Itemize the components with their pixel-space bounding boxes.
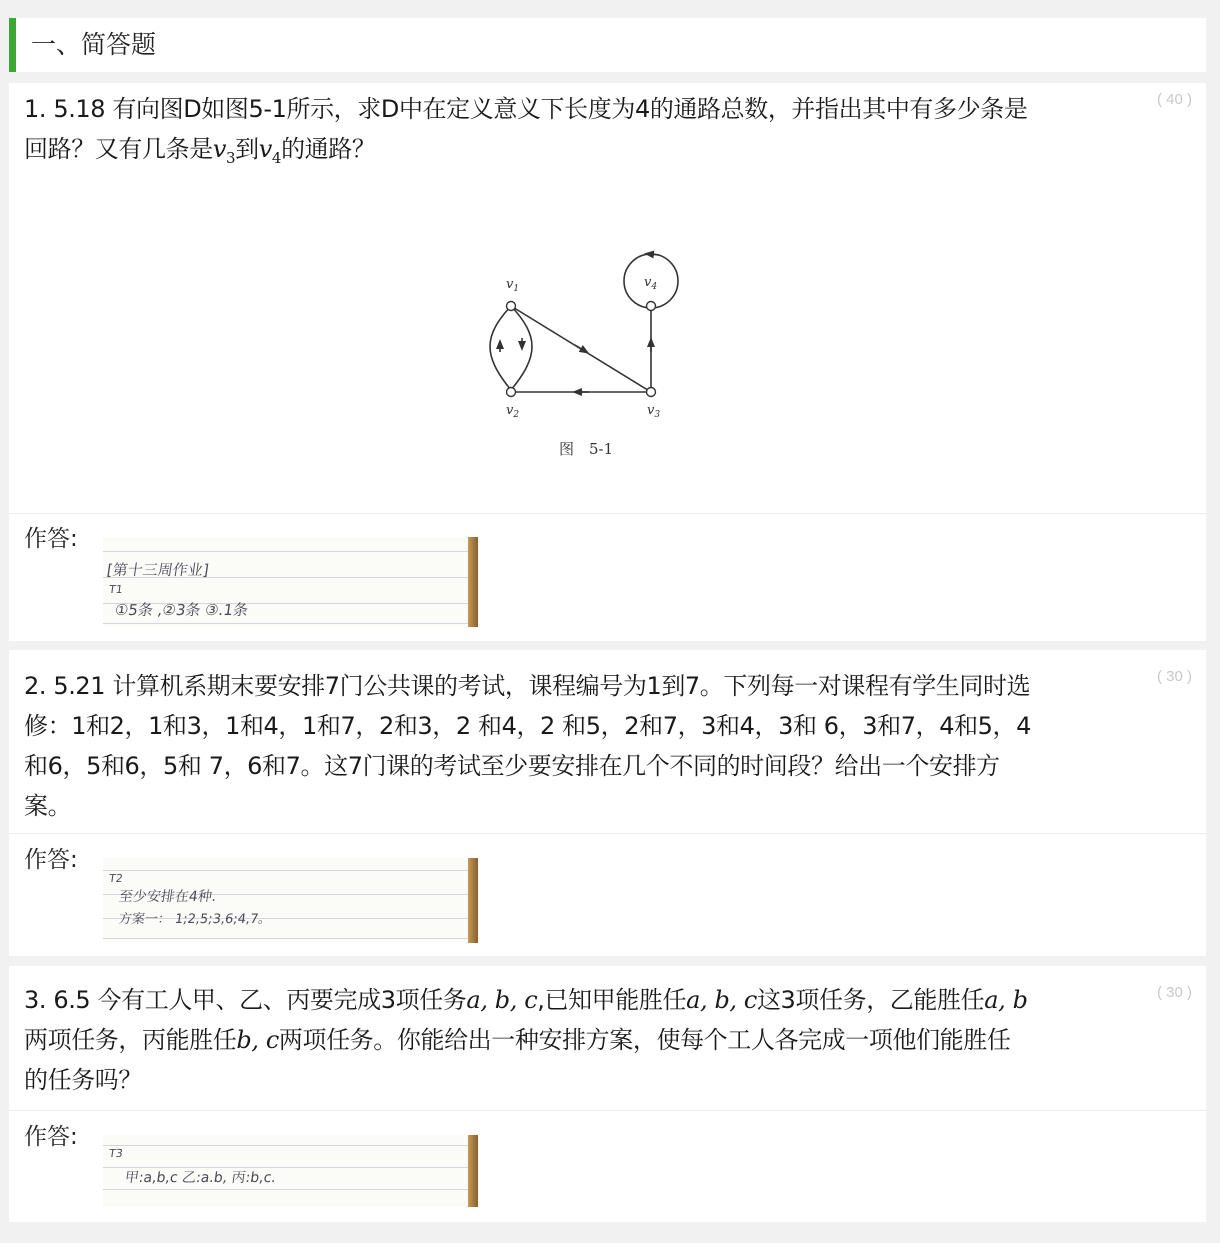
handwriting-problem: T1	[108, 583, 124, 596]
handwritten-answer-image[interactable]	[103, 537, 478, 627]
digraph-figure	[489, 246, 709, 456]
question-card-3	[9, 966, 1206, 1222]
label-v4: $v_4$	[644, 275, 658, 292]
math-v3: $v_3$	[212, 135, 236, 167]
handwriting-line: 甲:a,b,c 乙:a.b, 丙:b,c.	[123, 1170, 277, 1186]
question-card-1	[9, 83, 1206, 641]
label-v3: $v_3$	[647, 403, 661, 420]
handwriting-answer: ①5条 ,②3条 ③.1条	[113, 601, 250, 619]
question-card-2	[9, 650, 1206, 956]
question-text	[24, 89, 1148, 178]
handwritten-answer-image[interactable]	[103, 858, 478, 943]
answer-label: 作答:	[24, 1124, 78, 1150]
answer-label: 作答:	[24, 847, 78, 873]
question-line: 和6，5和6，5和 7，6和7。这7门课的考试至少要安排在几个不同的时间段？给出一个安排方	[24, 752, 1000, 780]
question-line: 2. 5.21 计算机系期末要安排7门公共课的考试，课程编号为1到7。下列每一对课程有学生同时选	[24, 672, 1031, 700]
math-v4: $v_4$	[258, 135, 282, 167]
figure-caption: 图 5-1	[559, 440, 614, 456]
section-title: 一、简答题	[31, 30, 157, 59]
answer-label: 作答:	[24, 526, 78, 552]
label-v1: $v_1$	[506, 277, 520, 294]
node-v2	[507, 388, 516, 397]
node-v1	[507, 302, 516, 311]
edge-v1-v2	[511, 306, 532, 390]
score-badge: ( 30 )	[1156, 668, 1192, 685]
divider	[9, 513, 1206, 514]
question-line: 的任务吗？	[24, 1066, 142, 1094]
divider	[9, 833, 1206, 834]
node-v4	[647, 302, 656, 311]
question-line: 1. 5.18 有向图D如图5-1所示，求D中在定义意义下长度为4的通路总数，并指出其中有多少条是	[24, 95, 1028, 123]
handwriting-title: [第十三周作业]	[105, 561, 210, 579]
question-text	[24, 980, 1148, 1100]
question-line: 案。	[24, 792, 72, 820]
question-line: 回路？又有几条是$v_3$到$v_4$的通路？	[24, 135, 376, 167]
score-badge: ( 30 )	[1156, 984, 1192, 1001]
section-header	[9, 18, 1206, 72]
accent-bar	[9, 18, 16, 72]
handwriting-line: 至少安排在4种.	[117, 889, 218, 905]
question-text	[24, 666, 1148, 826]
question-line: 3. 6.5 今有工人甲、乙、丙要完成3项任务a, b, c,已知甲能胜任a, b, c这3项任务，乙能胜任a, b	[24, 986, 1028, 1014]
node-v3	[647, 388, 656, 397]
handwriting-problem: T3	[108, 1147, 124, 1160]
question-line: 两项任务，丙能胜任b, c两项任务。你能给出一种安排方案，使每个工人各完成一项他们能胜任	[24, 1026, 1011, 1054]
handwritten-answer-image[interactable]	[103, 1135, 478, 1207]
divider	[9, 1110, 1206, 1111]
question-line: 修：1和2，1和3，1和4，1和7，2和3，2 和4，2 和5，2和7，3和4，3和 6，3和7，4和5，4	[24, 712, 1032, 740]
handwriting-line: 方案一： 1;2,5;3,6;4,7。	[117, 912, 273, 927]
handwriting-problem: T2	[108, 872, 124, 885]
score-badge: ( 40 )	[1156, 91, 1192, 108]
label-v2: $v_2$	[506, 403, 520, 420]
